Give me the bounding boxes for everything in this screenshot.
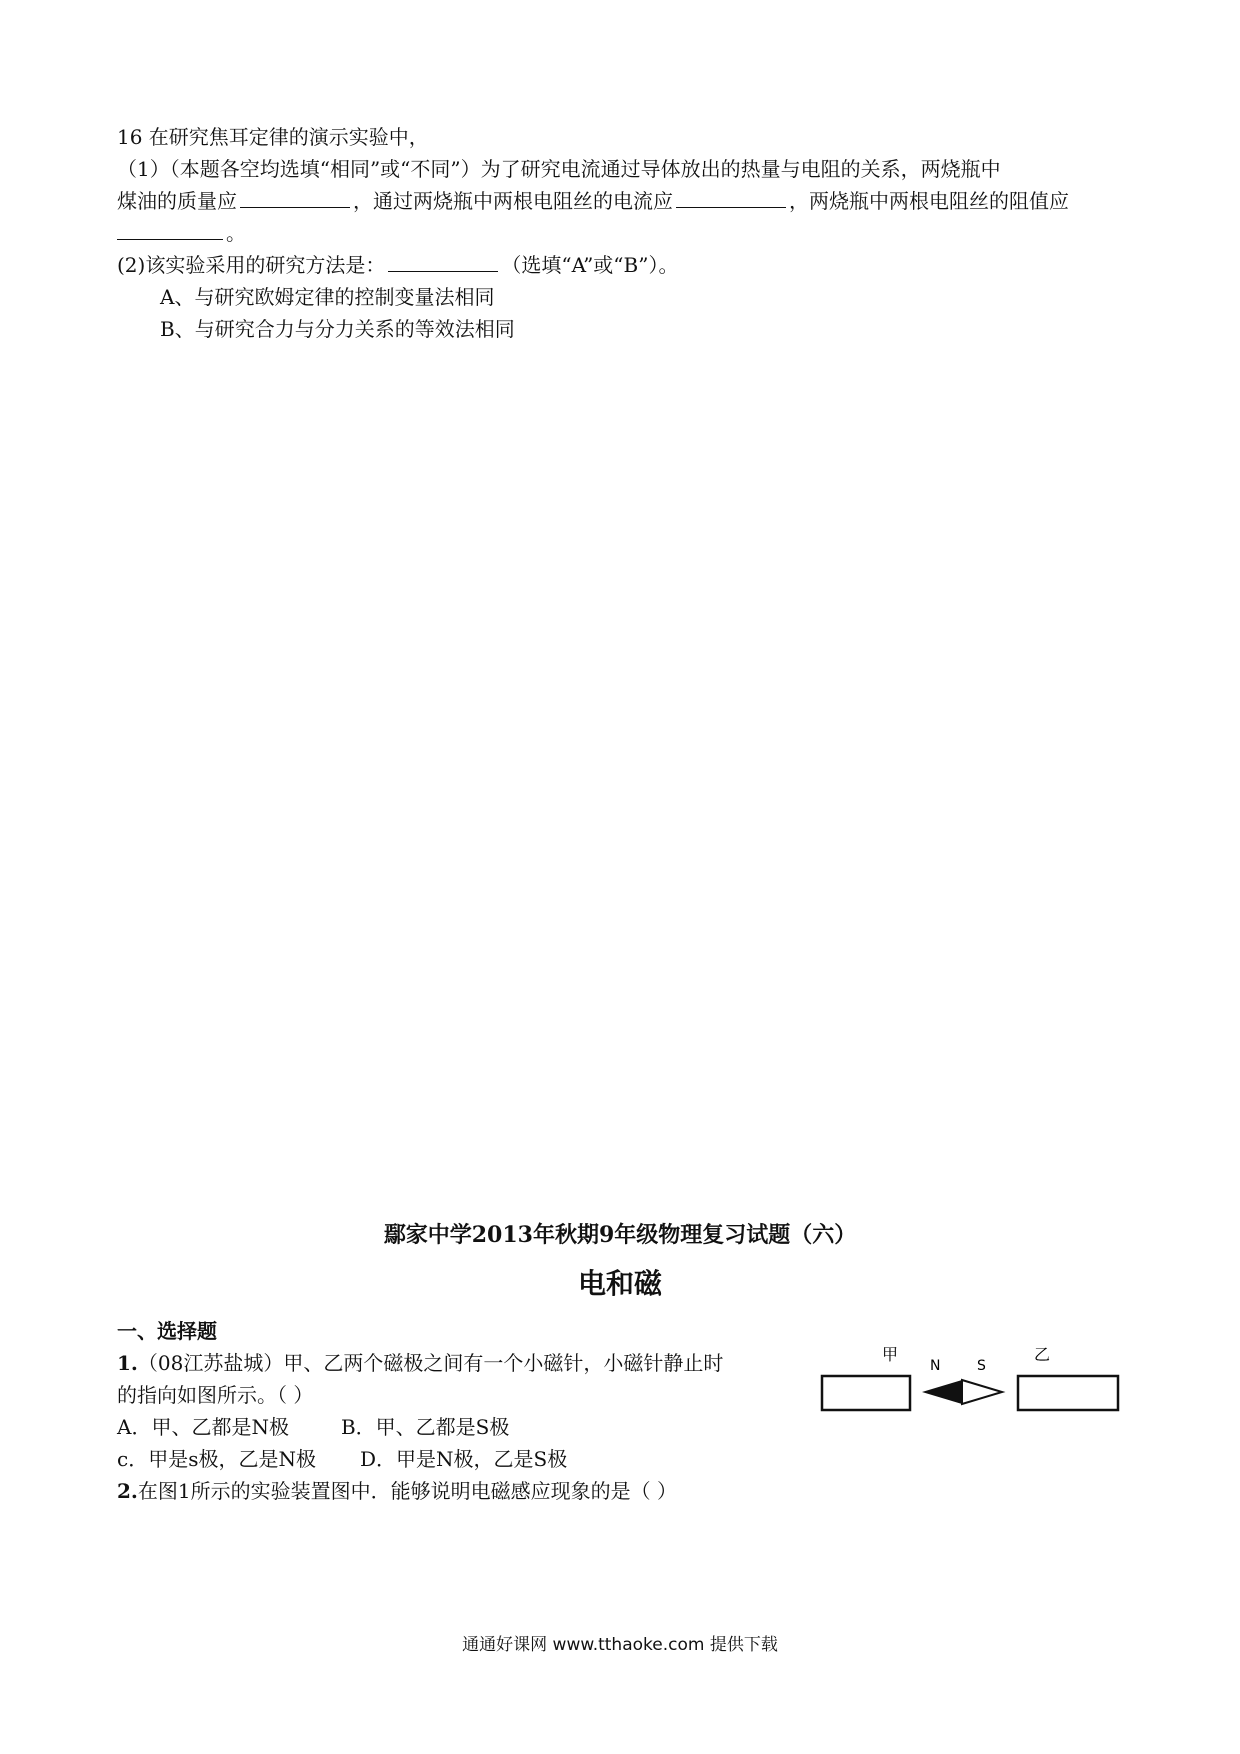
magnet-right bbox=[1018, 1376, 1118, 1410]
needle-north-half bbox=[922, 1380, 962, 1404]
q1-option-a[interactable]: A．甲、乙都是N极 bbox=[117, 1415, 289, 1439]
q1-option-c[interactable]: c．甲是s极，乙是N极 bbox=[117, 1447, 316, 1471]
q2-number: 2. bbox=[117, 1479, 138, 1503]
answer-blank-resistance[interactable] bbox=[117, 221, 223, 240]
needle-south-half bbox=[962, 1380, 1002, 1404]
q1-number: 1. bbox=[117, 1351, 138, 1375]
q1-line1 bbox=[117, 1350, 723, 1376]
section-heading: 一、选择题 bbox=[117, 1319, 217, 1343]
q1-line2: 的指向如图所示。（ ） bbox=[117, 1383, 314, 1407]
exam-title: 鄢家中学2013年秋期9年级物理复习试题（六） bbox=[383, 1222, 857, 1248]
answer-blank-current[interactable] bbox=[676, 189, 786, 208]
needle-s-label: S bbox=[977, 1358, 986, 1374]
magnet-left bbox=[822, 1376, 910, 1410]
q16-stem: 16 在研究焦耳定律的演示实验中， bbox=[117, 125, 429, 149]
chapter-title: 电和磁 bbox=[577, 1267, 662, 1300]
needle-n-label: N bbox=[930, 1358, 941, 1374]
q16-text-segment: 煤油的质量应 bbox=[117, 189, 237, 213]
answer-blank-method[interactable] bbox=[388, 253, 498, 272]
q16-option-a: A、与研究欧姆定律的控制变量法相同 bbox=[160, 285, 495, 309]
q16-option-b: B、与研究合力与分力关系的等效法相同 bbox=[160, 317, 515, 341]
page-footer: 通通好课网 www.tthaoke.com 提供下载 bbox=[462, 1635, 778, 1655]
q16-part1-line3 bbox=[117, 220, 246, 246]
magnet-left-label: 甲 bbox=[882, 1345, 899, 1364]
q1-text: （08江苏盐城）甲、乙两个磁极之间有一个小磁针，小磁针静止时 bbox=[137, 1351, 724, 1375]
q16-part1-line2 bbox=[117, 188, 1069, 214]
q16-text-segment: 。 bbox=[226, 221, 246, 245]
q2-line bbox=[117, 1478, 677, 1504]
q16-text-segment: ，通过两烧瓶中两根电阻丝的电流应 bbox=[353, 189, 673, 213]
q1-option-row2 bbox=[117, 1446, 567, 1472]
q2-text: 在图1所示的实验装置图中．能够说明电磁感应现象的是（ ） bbox=[137, 1479, 677, 1503]
q16-part1-line1: （1）（本题各空均选填“相同”或“不同”）为了研究电流通过导体放出的热量与电阻的关系，两烧瓶中 bbox=[117, 157, 1001, 181]
q16-text-segment: （选填“A”或“B”）。 bbox=[501, 253, 679, 277]
q16-part2 bbox=[117, 252, 678, 278]
magnet-right-label: 乙 bbox=[1034, 1345, 1051, 1364]
magnet-figure bbox=[810, 1340, 1130, 1420]
q16-text-segment: ，两烧瓶中两根电阻丝的阻值应 bbox=[789, 189, 1069, 213]
q16-text-segment: (2)该实验采用的研究方法是： bbox=[117, 253, 386, 277]
q1-option-d[interactable]: D．甲是N极，乙是S极 bbox=[359, 1447, 568, 1471]
q1-option-row1 bbox=[117, 1414, 509, 1440]
answer-blank-mass[interactable] bbox=[240, 189, 350, 208]
q1-option-b[interactable]: B．甲、乙都是S极 bbox=[340, 1415, 510, 1439]
